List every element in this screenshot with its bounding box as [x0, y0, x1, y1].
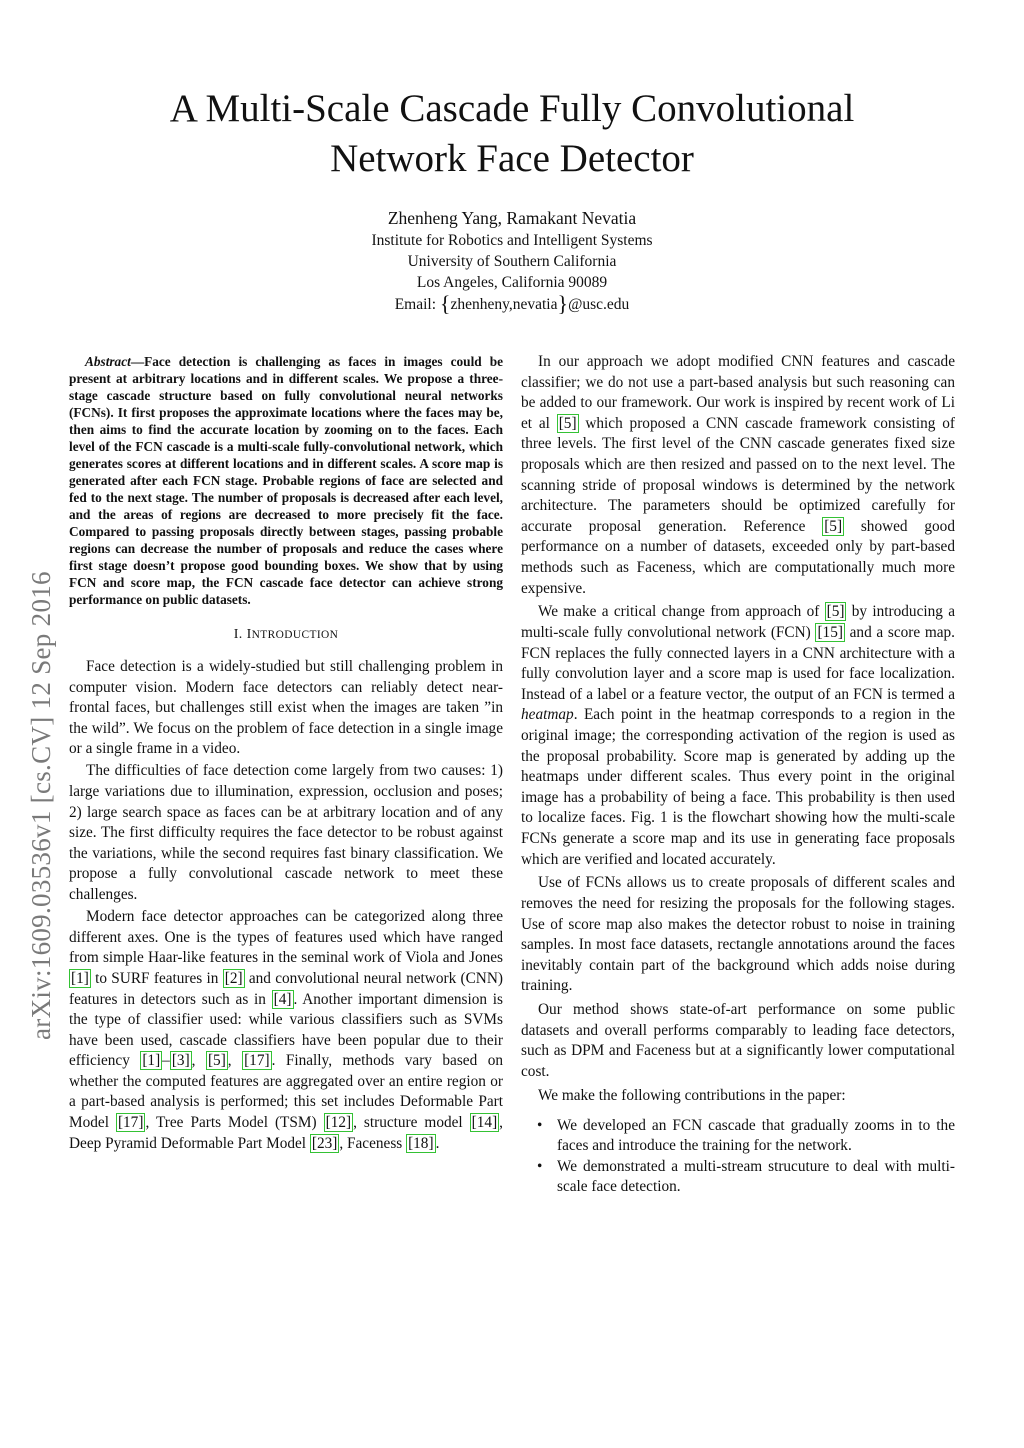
intro-paragraph-2: The difficulties of face detection come largely from two causes: 1) large variations due to illumination, expression, occlusion and poses; 2) large search space as faces can be at arbitrary location and of any size. The first difficulty requires the face detector to be robust against the variations, while the second requires fast binary classification. We propose a fully convolutional cascade network to meet these challenges.	[69, 762, 503, 904]
arxiv-identifier: arXiv:1609.03536v1 [cs.CV] 12 Sep 2016	[26, 571, 56, 1040]
citation-link[interactable]: [5]	[207, 1052, 226, 1070]
citation-link[interactable]: [5]	[826, 603, 845, 621]
abstract-label: Abstract	[85, 354, 131, 369]
author-email: Email: {zhenheny,nevatia}@usc.edu	[394, 291, 630, 316]
author-institute: Institute for Robotics and Intelligent Systems	[371, 232, 653, 249]
citation-link[interactable]: [5]	[558, 414, 577, 432]
citation-link[interactable]: [1]	[142, 1052, 161, 1070]
abstract	[69, 353, 503, 608]
citation-link[interactable]: [1]	[71, 969, 89, 987]
intro-paragraph-3: Modern face detector approaches can be categorized along three different axes. One is the types of features used which have ranged from simple Haar-like features in the seminal work of Viola and Jones [1] to SURF features in [2] and convolutional neural network (CNN) features in detectors such as in [4] . Another important dimension is the type of classifier used: while various classifiers such as SVMs have been used, cascade classifiers have been popular due to their efficiency [1] – [3] , [5] , [17] . Finally, methods vary based on whether the computed features are aggregated over an entire region or a part-based analysis is performed; this set includes Deformable Part Model [17] , Tree Parts Model (TSM) [12] , structure model [14] , Deep Pyramid Deformable Part Model [23] , Faceness [18] .	[69, 908, 503, 1152]
citation-link[interactable]: [14]	[471, 1114, 498, 1132]
author-university: University of Southern California	[407, 253, 617, 270]
citation-link[interactable]: [15]	[817, 624, 843, 642]
intro-paragraph-8: We make the following contributions in the paper:	[538, 1086, 846, 1104]
email-domain: @usc.edu	[568, 296, 630, 313]
contributions-list	[521, 1116, 955, 1198]
title-line-2: Network Face Detector	[330, 137, 694, 180]
intro-paragraph-6: Use of FCNs allows us to create proposals of different scales and removes the need for resizing the proposals for the following stages. Use of score map also makes the detector robust to noise in training samples. In most face datasets, rectangle annotations around the faces inevitably contain part of the background which adds noise during training.	[521, 874, 955, 995]
intro-paragraph-5: We make a critical change from approach of [5] by introducing a multi-scale fully convolutional network (FCN) [15] and a score map. FCN replaces the fully connected layers in a CNN architecture with a fully convolution layer and a score map is used for face localization. Instead of a label or a feature vector, the output of an FCN is termed a heatmap. Each point in the heatmap corresponds to a region in the original image; the corresponding activation of the region is used as the proposal probability. Score map is generated by adding up the heatmaps under different scales. Thus every point in the original image has a probability of being a face. This probability is then used to localize faces. Fig. 1 is the flowchart showing how the multi-scale FCNs generate a score map and its use in generating face proposals which are verified and located accurately.	[521, 603, 955, 868]
intro-paragraph-4: In our approach we adopt modified CNN features and cascade classifier; we do not use a part-based analysis but such reasoning can be added to our framework. Our work is inspired by recent work of Li et al [5] which proposed a CNN cascade framework consisting of three levels. The first level of the CNN cascade generates fixed size proposals which are then resized and passed on to the next level. The scanning stride of proposal windows is determined by the network architecture. The parameters should be optimized carefully for accurate proposal generation. Reference [5] showed good performance on a number of datasets, exceeded only by part-based methods such as Faceness, which are computationally much more expensive.	[521, 353, 955, 597]
citation-link[interactable]: [17]	[244, 1052, 270, 1070]
title-line-1: A Multi-Scale Cascade Fully Convolutional	[169, 87, 855, 130]
citation-link[interactable]: [5]	[824, 517, 843, 535]
section-heading-introduction: I. INTRODUCTION	[233, 627, 339, 642]
list-item: • We demonstrated a multi-stream strucuture to deal with multi-scale face detection.	[537, 1157, 955, 1196]
citation-link[interactable]: [2]	[224, 969, 243, 987]
bullet-icon: •	[537, 1157, 543, 1175]
email-prefix: Email:	[394, 296, 440, 313]
citation-link[interactable]: [17]	[117, 1114, 144, 1132]
emphasis-heatmap: heatmap	[521, 706, 574, 724]
abstract-text: —Face detection is challenging as faces in images could be present at arbitrary locations and in different scales. We propose a three-stage cascade structure based on fully convolutional neural networks (FCNs). It first proposes the approximate locations where the faces may be, then aims to find the accurate location by zooming on to the faces. Each level of the FCN cascade is a multi-scale fully-convolutional network, which generates scores at different locations and in different scales. A score map is generated after each FCN stage. Probable regions of face are selected and fed to the next stage. The number of proposals is decreased after each level, and the areas of regions are decreased to more precisely fit the face. Compared to passing proposals directly between stages, passing probable regions can decrease the number of proposals and reduce the cases where first stage doesn’t propose good bounding boxes. We show that by using FCN and score map, the FCN cascade face detector can achieve strong performance on public datasets.	[69, 354, 503, 607]
bullet-icon: •	[537, 1116, 543, 1134]
right-column	[521, 352, 955, 1198]
citation-link[interactable]: [23]	[311, 1134, 338, 1152]
paper-title	[90, 84, 934, 184]
email-users: zhenheny,nevatia	[450, 296, 558, 313]
citation-link[interactable]: [18]	[408, 1134, 434, 1152]
intro-paragraph-7: Our method shows state-of-art performance on some public datasets and overall performs comparably to leading face detectors, such as DPM and Faceness but at a significantly lower computational cost.	[521, 1001, 955, 1081]
left-column	[69, 352, 503, 1156]
citation-link[interactable]: [3]	[171, 1052, 190, 1070]
author-block	[262, 206, 762, 315]
author-city: Los Angeles, California 90089	[416, 274, 608, 291]
list-item: • We developed an FCN cascade that gradually zooms in to the faces and introduce the training for the network.	[537, 1116, 955, 1155]
citation-link[interactable]: [4]	[273, 990, 292, 1008]
intro-paragraph-1: Face detection is a widely-studied but still challenging problem in computer vision. Modern face detectors can reliably detect near-frontal faces, but challenges still exist when the images are taken ”in the wild”. We focus on the problem of face detection in a single image or a single frame in a video.	[69, 658, 503, 758]
citation-link[interactable]: [12]	[325, 1114, 352, 1132]
author-names: Zhenheng Yang, Ramakant Nevatia	[387, 208, 637, 228]
